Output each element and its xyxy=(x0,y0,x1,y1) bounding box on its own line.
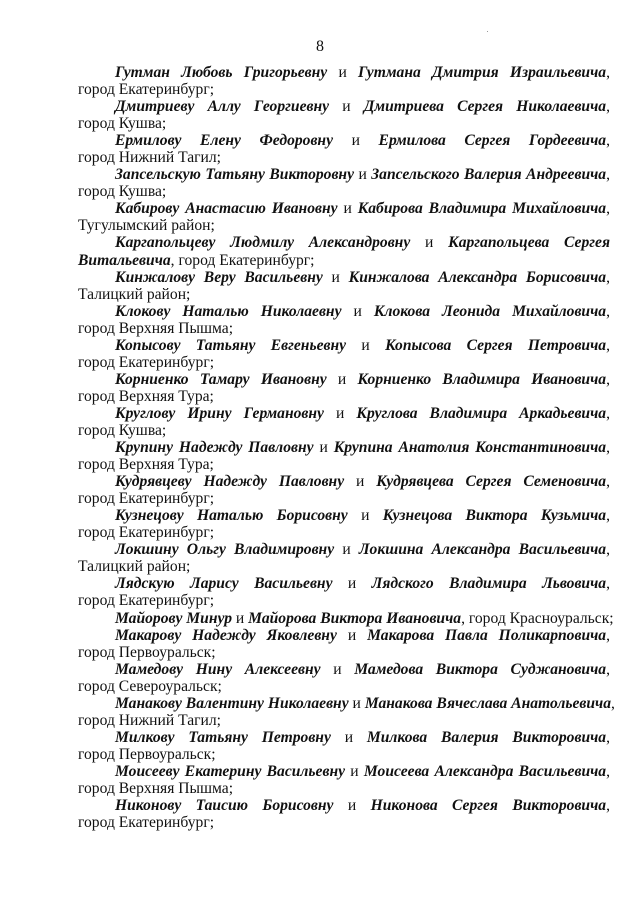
husband-name: Круглова Владимира Аркадьевича xyxy=(356,404,607,422)
wife-name: Крупину Надежду Павловну xyxy=(115,439,314,457)
entry-first-line xyxy=(78,269,610,286)
entry-first-line xyxy=(78,541,610,558)
entry-second-line xyxy=(78,422,610,439)
entry-second-line xyxy=(78,814,610,831)
list-item xyxy=(78,575,610,609)
comma: , xyxy=(606,268,610,286)
list-item xyxy=(78,507,610,541)
place-name: , город Красноуральск; xyxy=(461,609,614,627)
comma: , xyxy=(606,64,610,81)
comma: , xyxy=(606,370,610,388)
entry-second-line xyxy=(78,149,610,166)
wife-name: Запсельскую Татьяну Викторовну xyxy=(115,166,355,184)
list-item xyxy=(78,627,610,661)
conjunction: и xyxy=(338,64,347,81)
conjunction: и xyxy=(361,336,370,354)
place-name: город Верхняя Тура; xyxy=(78,387,214,405)
wife-name: Лядскую Ларису Васильевну xyxy=(115,575,333,593)
wife-name: Каргапольцеву Людмилу Александровну xyxy=(115,234,411,252)
list-item xyxy=(78,694,615,729)
conjunction: и xyxy=(336,404,345,422)
place-name: город Верхняя Пышма; xyxy=(78,319,234,337)
list-item xyxy=(78,200,610,234)
list-item xyxy=(78,405,610,439)
husband-name: Майорова Виктора Ивановича xyxy=(248,609,462,627)
wife-name: Манакову Валентину Николаевну xyxy=(115,694,349,712)
place-name: город Кушва; xyxy=(78,183,167,201)
entry-second-line xyxy=(78,388,610,405)
entry-second-line xyxy=(78,712,610,729)
husband-name: Запсельского Валерия Андреевича xyxy=(371,166,607,184)
comma: , xyxy=(606,404,610,422)
entry-first-line xyxy=(78,473,610,490)
entry-first-line xyxy=(78,763,610,780)
entry-second-line xyxy=(78,183,610,200)
conjunction: и xyxy=(344,728,354,746)
conjunction: и xyxy=(361,507,370,525)
comma: , xyxy=(606,575,610,593)
list-item xyxy=(78,609,614,627)
husband-name: Милкова Валерия Викторовича xyxy=(366,728,607,746)
entry-second-line xyxy=(78,746,610,763)
comma: , xyxy=(606,166,610,184)
comma: , xyxy=(606,473,611,491)
comma: , xyxy=(611,694,615,712)
conjunction: и xyxy=(347,626,357,644)
entry-first-line xyxy=(78,405,610,422)
conjunction: и xyxy=(425,234,434,252)
comma: , xyxy=(606,200,611,218)
husband-name: Никонова Сергея Викторовича xyxy=(370,797,607,815)
list-item xyxy=(78,661,610,695)
list-item xyxy=(78,98,610,132)
entry-second-line xyxy=(78,780,610,797)
husband-name: Гутмана Дмитрия Израильевича xyxy=(358,64,607,81)
husband-name: Копысова Сергея Петровича xyxy=(385,336,607,354)
entry-first-line xyxy=(78,132,610,149)
entry-first-line xyxy=(78,303,610,320)
comma: , xyxy=(606,762,610,780)
entry-first-line xyxy=(78,627,610,644)
conjunction: и xyxy=(343,200,352,218)
list-item xyxy=(78,371,610,405)
wife-name: Дмитриеву Аллу Георгиевну xyxy=(115,98,330,116)
wife-name: Локшину Ольгу Владимировну xyxy=(115,541,335,559)
wife-name: Клокову Наталью Николаевну xyxy=(115,302,342,320)
husband-name: Дмитриева Сергея Николаевича xyxy=(363,98,607,116)
entry-second-line xyxy=(78,217,610,234)
list-item xyxy=(78,729,610,763)
husband-name: Крупина Анатолия Константиновича xyxy=(333,439,607,457)
entry-first-line xyxy=(78,337,610,354)
list-item xyxy=(78,541,610,575)
list-item xyxy=(78,797,610,831)
list-item xyxy=(78,473,610,507)
conjunction: и xyxy=(235,609,245,627)
place-name: город Екатеринбург; xyxy=(78,81,215,99)
list-item xyxy=(78,234,610,268)
entry-second-line xyxy=(78,644,610,661)
conjunction: и xyxy=(351,132,360,150)
list-item xyxy=(78,166,610,200)
entry-second-line xyxy=(78,115,610,132)
place-name: город Екатеринбург; xyxy=(78,592,215,610)
wife-name: Кузнецову Наталью Борисовну xyxy=(115,507,348,525)
entry-first-line xyxy=(78,694,615,712)
wife-name: Никонову Таисию Борисовну xyxy=(115,797,334,815)
entry-first-line xyxy=(78,439,610,456)
entry-first-line xyxy=(78,609,614,627)
entry-first-line xyxy=(78,575,610,592)
husband-name: Клокова Леонида Михайловича xyxy=(373,302,607,320)
wife-name: Милкову Татьяну Петровну xyxy=(115,728,331,746)
place-name: город Екатеринбург; xyxy=(78,814,215,832)
place-name: город Нижний Тагил; xyxy=(78,711,222,729)
entry-first-line xyxy=(78,507,610,524)
entry-first-line xyxy=(78,200,610,217)
entry-first-line xyxy=(78,371,610,388)
place-name: город Верхняя Тура; xyxy=(78,456,214,474)
place-name: город Кушва; xyxy=(78,115,167,133)
place-name: Талицкий район; xyxy=(78,558,191,576)
place-name: Талицкий район; xyxy=(78,285,191,303)
husband-name: Кинжалова Александра Борисовича xyxy=(348,268,607,286)
comma: , xyxy=(606,728,610,746)
place-name: город Первоуральск; xyxy=(78,745,216,763)
husband-name: Моисеева Александра Васильевича xyxy=(363,762,607,780)
entry-first-line xyxy=(78,729,610,746)
wife-name: Макарову Надежду Яковлевну xyxy=(115,626,337,644)
entry-second-line xyxy=(78,678,610,695)
list-item xyxy=(78,337,610,371)
conjunction: и xyxy=(337,370,347,388)
comma: , xyxy=(606,797,610,815)
wife-name: Мамедову Нину Алексеевну xyxy=(115,660,321,678)
place-name: , город Екатеринбург; xyxy=(170,251,315,269)
husband-name: Кабирова Владимира Михайловича xyxy=(357,200,607,218)
entry-second-line xyxy=(78,354,610,371)
wife-name: Копысову Татьяну Евгеньевну xyxy=(115,336,347,354)
husband-name: Каргапольцева Сергея xyxy=(448,234,610,252)
entry-first-line xyxy=(78,234,610,251)
list-item xyxy=(78,439,610,473)
entry-second-line xyxy=(78,558,610,575)
wife-name: Майорову Минур xyxy=(115,609,232,627)
place-name: Тугулымский район; xyxy=(78,217,215,235)
list-item xyxy=(78,303,610,337)
place-name: город Нижний Тагил; xyxy=(78,149,222,167)
husband-name: Макарова Павла Поликарповича xyxy=(367,626,607,644)
conjunction: и xyxy=(353,302,362,320)
comma: , xyxy=(606,660,610,678)
entry-first-line xyxy=(78,64,610,81)
comma: , xyxy=(606,507,610,525)
conjunction: и xyxy=(352,694,361,712)
entry-first-line xyxy=(78,661,610,678)
conjunction: и xyxy=(342,98,351,116)
entry-second-line xyxy=(78,252,610,269)
entry-second-line xyxy=(78,81,610,98)
conjunction: и xyxy=(358,166,367,184)
conjunction: и xyxy=(347,575,357,593)
husband-name-continued: Витальевича xyxy=(78,251,171,269)
entry-second-line xyxy=(78,524,610,541)
conjunction: и xyxy=(347,797,357,815)
comma: , xyxy=(606,541,610,559)
list-item xyxy=(78,269,610,303)
wife-name: Моисееву Екатерину Васильевну xyxy=(115,762,346,780)
wife-name: Корниенко Тамару Ивановну xyxy=(115,370,327,388)
husband-name: Корниенко Владимира Ивановича xyxy=(357,370,607,388)
husband-name: Локшина Александра Васильевича xyxy=(358,541,607,559)
page-number: 8 xyxy=(316,38,324,55)
place-name: город Североуральск; xyxy=(78,677,222,695)
comma: , xyxy=(606,98,610,116)
wife-name: Гутман Любовь Григорьевну xyxy=(115,64,328,81)
place-name: город Екатеринбург; xyxy=(78,353,215,371)
place-name: город Кушва; xyxy=(78,421,167,439)
husband-name: Лядского Владимира Львовича xyxy=(371,575,607,593)
husband-name: Кудрявцева Сергея Семеновича xyxy=(376,473,607,491)
comma: , xyxy=(606,132,610,150)
entry-first-line xyxy=(78,797,610,814)
conjunction: и xyxy=(331,268,340,286)
wife-name: Круглову Ирину Германовну xyxy=(115,404,324,422)
conjunction: и xyxy=(350,762,359,780)
place-name: город Первоуральск; xyxy=(78,643,216,661)
comma: , xyxy=(606,626,611,644)
entry-second-line xyxy=(78,286,610,303)
wife-name: Кинжалову Веру Васильевну xyxy=(115,268,323,286)
list-item xyxy=(78,132,610,166)
wife-name: Ермилову Елену Федоровну xyxy=(115,132,333,150)
place-name: город Екатеринбург; xyxy=(78,524,215,542)
conjunction: и xyxy=(333,660,342,678)
conjunction: и xyxy=(319,439,328,457)
entry-second-line xyxy=(78,490,610,507)
entry-first-line xyxy=(78,98,610,115)
husband-name: Ермилова Сергея Гордеевича xyxy=(378,132,607,150)
place-name: город Верхняя Пышма; xyxy=(78,779,234,797)
conjunction: и xyxy=(356,473,365,491)
husband-name: Манакова Вячеслава Анатольевича xyxy=(364,694,612,712)
conjunction: и xyxy=(342,541,351,559)
wife-name: Кудрявцеву Надежду Павловну xyxy=(115,473,345,491)
wife-name: Кабирову Анастасию Ивановну xyxy=(115,200,338,218)
entry-second-line xyxy=(78,456,610,473)
husband-name: Мамедова Виктора Суджановича xyxy=(354,660,607,678)
comma: , xyxy=(606,302,610,320)
entry-first-line xyxy=(78,166,610,183)
comma: , xyxy=(606,439,610,457)
list-item xyxy=(78,763,610,797)
list-item xyxy=(78,64,610,98)
entry-second-line xyxy=(78,592,610,609)
place-name: город Екатеринбург; xyxy=(78,490,215,508)
husband-name: Кузнецова Виктора Кузьмича xyxy=(382,507,607,525)
scan-speck xyxy=(487,31,488,32)
awardee-list xyxy=(78,64,615,832)
entry-second-line xyxy=(78,320,610,337)
comma: , xyxy=(606,336,610,354)
